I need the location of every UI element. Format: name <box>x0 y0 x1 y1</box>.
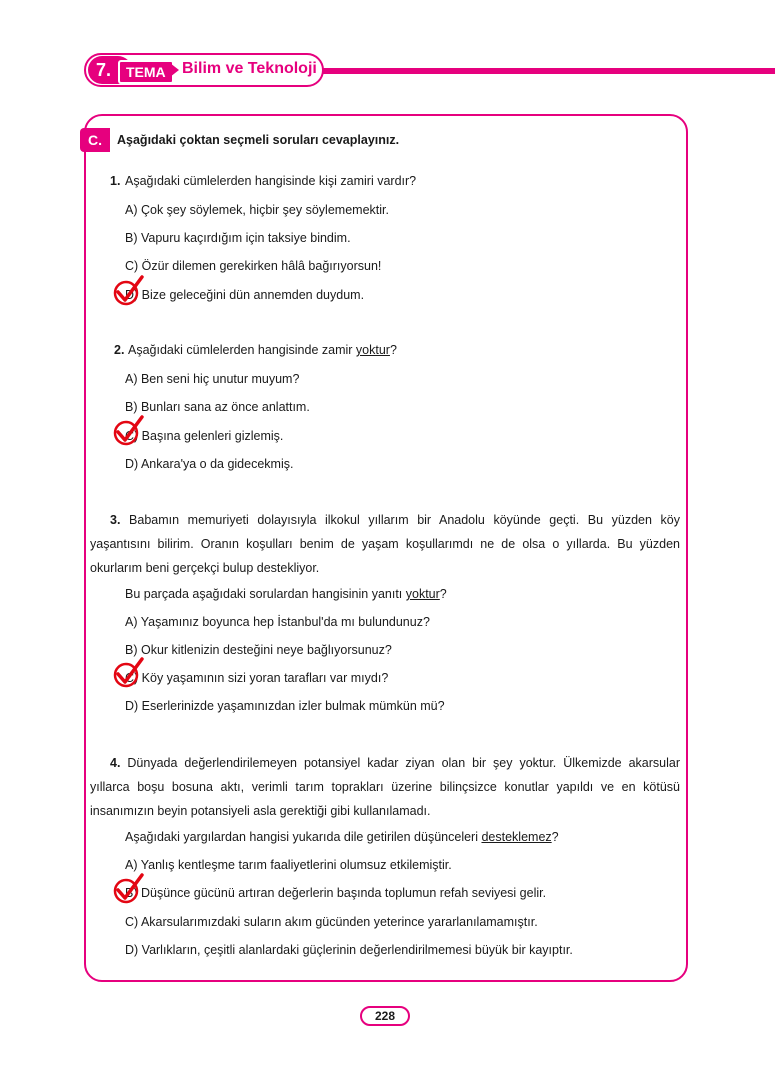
q1-option-d: D) Bize geleceğini dün annemden duydum. <box>125 288 365 302</box>
q2-option-c: C) Başına gelenleri gizlemiş. <box>125 429 284 443</box>
q4-option-d: D) Varlıkların, çeşitli alanlardaki güçlerinin değerlendirilmemesi büyük bir kayıptır. <box>125 943 573 957</box>
q2-option-b: B) Bunları sana az önce anlattım. <box>125 400 310 414</box>
q2-option-a: A) Ben seni hiç unutur muyum? <box>125 372 300 386</box>
arrow-icon <box>170 63 179 77</box>
q3-option-c: C) Köy yaşamının sizi yoran tarafları var mıydı? <box>125 671 389 685</box>
q2-option-d: D) Ankara'ya o da gidecekmiş. <box>125 457 294 471</box>
page-number: 228 <box>360 1006 410 1026</box>
q1-number: 1. <box>110 174 121 188</box>
q1-option-a: A) Çok şey söylemek, hiçbir şey söylememektir. <box>125 203 389 217</box>
q3-option-d: D) Eserlerinizde yaşamınızdan izler bulmak mümkün mü? <box>125 699 445 713</box>
section-instruction: Aşağıdaki çoktan seçmeli soruları cevaplayınız. <box>117 133 400 147</box>
q4-stem: Aşağıdaki yargılardan hangisi yukarıda dile getirilen düşünceleri desteklemez? <box>125 830 559 844</box>
q2-number: 2. <box>114 343 125 357</box>
q3-option-b: B) Okur kitlenizin desteğini neye bağlıyorsunuz? <box>125 643 392 657</box>
q1-stem: Aşağıdaki cümlelerden hangisinde kişi zamiri vardır? <box>125 174 417 188</box>
answer-check-icon <box>112 656 146 690</box>
tema-label: TEMA <box>118 60 174 84</box>
theme-title: Bilim ve Teknoloji <box>182 60 317 77</box>
q3-option-a: A) Yaşamınız boyunca hep İstanbul'da mı bulundunuz? <box>125 615 430 629</box>
q4-option-a: A) Yanlış kentleşme tarım faaliyetlerini olumsuz etkilemiştir. <box>125 858 452 872</box>
q1-option-b: B) Vapuru kaçırdığım için taksiye bindim. <box>125 231 351 245</box>
q3-stem: Bu parçada aşağıdaki sorulardan hangisinin yanıtı yoktur? <box>125 587 447 601</box>
answer-check-icon <box>112 872 146 906</box>
unit-number: 7. <box>88 56 132 84</box>
q4-option-b: B) Düşünce gücünü artıran değerlerin başında toplumun refah seviyesi gelir. <box>125 886 547 900</box>
answer-check-icon <box>112 414 146 448</box>
section-badge: C. <box>80 128 110 152</box>
answer-check-icon <box>112 274 146 308</box>
header-rule <box>300 68 775 74</box>
q3-passage: 3. Babamın memuriyeti dolayısıyla ilkokul yıllarım bir Anadolu köyünde geçti. Bu yüzden köy yaşantısını bilirim. Oranın koşulları benim de yaşam koşullarımdı ne de olsa o yıllarda. Bu yüzden okurlarım beni gerçekçi bulup destekliyor. <box>90 513 680 575</box>
q4-option-c: C) Akarsularımızdaki suların akım gücünden yeterince yararlanılamamıştır. <box>125 915 538 929</box>
q1-option-c: C) Özür dilemen gerekirken hâlâ bağırıyorsun! <box>125 259 382 273</box>
q4-passage: 4. Dünyada değerlendirilemeyen potansiyel kadar ziyan olan bir şey yoktur. Ülkemizde akarsular yıllarca boşu bosuna aktı, verimli tarım toprakları üzerine bilinçsizce konutlar yapıldı ve en kötüsü insanımızın beyin potansiyeli asla gerektiği gibi kullanılamadı. <box>90 756 680 818</box>
q2-stem: Aşağıdaki cümlelerden hangisinde zamir yoktur? <box>128 343 397 357</box>
